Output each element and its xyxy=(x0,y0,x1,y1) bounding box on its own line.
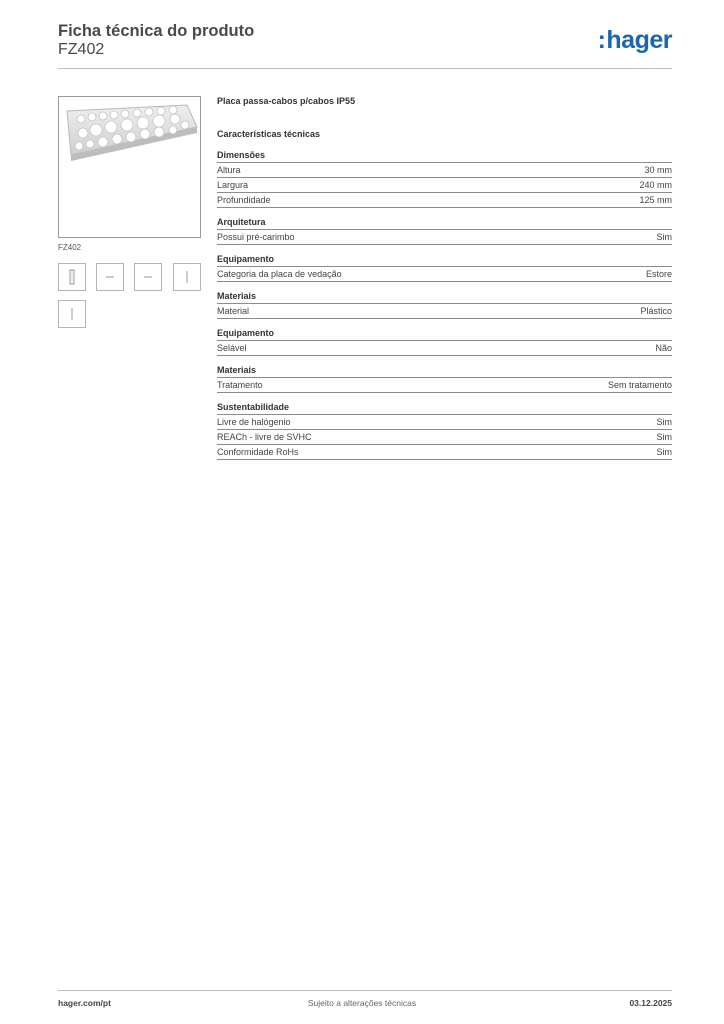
spec-group xyxy=(217,327,672,356)
spec-label: Possui pré-carimbo xyxy=(217,232,295,242)
spec-value: Sim xyxy=(656,232,672,242)
technical-spec xyxy=(217,94,672,460)
spec-group xyxy=(217,401,672,460)
spec-label: Categoria da placa de vedação xyxy=(217,269,342,279)
spec-label: Selável xyxy=(217,343,247,353)
spec-value: 240 mm xyxy=(639,180,672,190)
product-code: FZ402 xyxy=(58,41,105,58)
top-view-thumbnail[interactable] xyxy=(96,263,124,291)
group-title: Arquitetura xyxy=(217,216,672,230)
spec-value: Não xyxy=(655,343,672,353)
spec-row xyxy=(217,193,672,208)
group-title: Materiais xyxy=(217,290,672,304)
group-title: Equipamento xyxy=(217,327,672,341)
spec-value: 30 mm xyxy=(644,165,672,175)
header-divider xyxy=(58,68,672,69)
spec-row xyxy=(217,304,672,319)
group-title: Materiais xyxy=(217,364,672,378)
spec-group xyxy=(217,364,672,393)
section-heading: Características técnicas xyxy=(217,129,321,139)
spec-row xyxy=(217,341,672,356)
spec-label: Altura xyxy=(217,165,241,175)
spec-row xyxy=(217,163,672,178)
spec-value: Sim xyxy=(656,447,672,457)
cable-gland-plate-image xyxy=(58,96,201,238)
spec-label: Profundidade xyxy=(217,195,271,205)
product-name: Placa passa-cabos p/cabos IP55 xyxy=(217,96,356,106)
hager-logo: :hager xyxy=(597,26,672,54)
spec-label: Tratamento xyxy=(217,380,263,390)
spec-label: Livre de halógenio xyxy=(217,417,291,427)
spec-value: Sim xyxy=(656,432,672,442)
spec-row xyxy=(217,445,672,460)
spec-value: Plástico xyxy=(640,306,672,316)
side-view-thumbnail[interactable] xyxy=(134,263,162,291)
logo-text: hager xyxy=(606,26,672,54)
spec-group xyxy=(217,290,672,319)
spec-group xyxy=(217,253,672,282)
profile-view-thumbnail[interactable] xyxy=(58,300,86,328)
spec-groups xyxy=(217,149,672,460)
spec-row xyxy=(217,378,672,393)
page-header xyxy=(58,20,672,68)
group-title: Equipamento xyxy=(217,253,672,267)
spec-value: Sem tratamento xyxy=(607,380,672,390)
spec-row xyxy=(217,430,672,445)
spec-group xyxy=(217,149,672,208)
spec-row xyxy=(217,267,672,282)
document-title: Ficha técnica do produto xyxy=(58,22,255,40)
spec-label: REACh - livre de SVHC xyxy=(217,432,312,442)
spec-value: Estore xyxy=(645,269,672,279)
group-title: Sustentabilidade xyxy=(217,401,672,415)
spec-value: Sim xyxy=(656,417,672,427)
footer-date: 03.12.2025 xyxy=(629,998,672,1008)
image-caption: FZ402 xyxy=(58,243,82,252)
spec-value: 125 mm xyxy=(639,195,672,205)
spec-row xyxy=(217,230,672,245)
spec-group xyxy=(217,216,672,245)
footer-notice: Sujeito a alterações técnicas xyxy=(307,998,417,1008)
spec-label: Conformidade RoHs xyxy=(217,447,299,457)
edge-view-thumbnail[interactable] xyxy=(173,263,201,291)
footer-website[interactable]: hager.com/pt xyxy=(58,998,111,1008)
spec-label: Largura xyxy=(217,180,249,190)
group-title: Dimensões xyxy=(217,149,672,163)
spec-row xyxy=(217,415,672,430)
front-view-thumbnail[interactable] xyxy=(58,263,86,291)
footer-divider xyxy=(58,990,672,991)
spec-label: Material xyxy=(217,306,250,316)
spec-row xyxy=(217,178,672,193)
